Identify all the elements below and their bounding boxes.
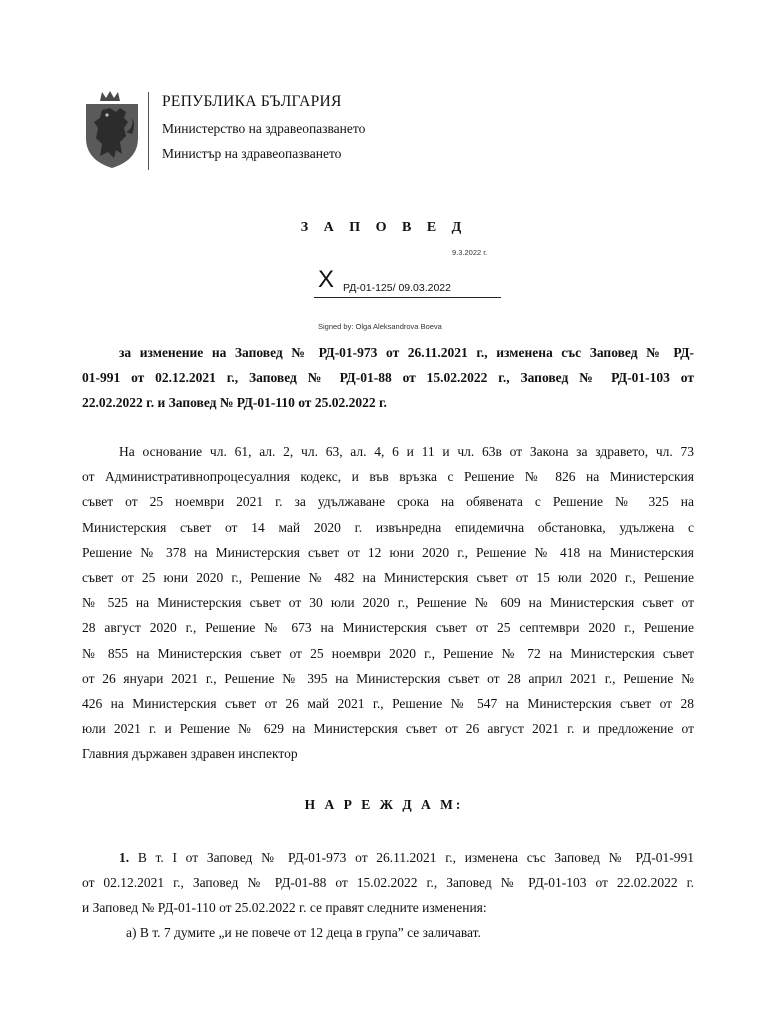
signature-line [314,297,501,298]
basis-line: На основание чл. 61, ал. 2, чл. 63, ал. 4, 6 и 11 и чл. 63в от Закона за здравето, чл. 73 [119,444,694,459]
order-heading: Н А Р Е Ж Д А М: [304,797,464,812]
order-subject [82,340,694,416]
order-item-1a: а) В т. 7 думите „и не повече от 12 деца в група” се заличават. [126,925,481,940]
order-number: РД-01-125/ 09.03.2022 [343,282,451,294]
subject-line: 01-991 от 02.12.2021 г., Заповед № РД-01-88 от 15.02.2022 г., Заповед № РД-01-103 от [82,370,694,386]
signature-date: 9.3.2022 г. [452,248,488,257]
basis-line: № 855 на Министерския съвет от 25 ноември 2020 г., Решение № 72 на Министерския съвет [82,645,694,661]
basis-line: 28 август 2020 г., Решение № 673 на Министерския съвет от 25 септември 2020 г., Решение [82,620,694,636]
item-text: В т. I от Заповед № РД-01-973 от 26.11.2021 г., изменена със Заповед № РД-01-991 [129,850,694,865]
item-line: от 02.12.2021 г., Заповед № РД-01-88 от 15.02.2022 г., Заповед № РД-01-103 от 22.02.2022 г. [82,875,694,891]
signed-by: Signed by: Olga Aleksandrova Boeva [318,322,442,331]
signature-mark: X [318,266,335,293]
basis-line: съвет от 25 ноември 2021 г. за удължаване срока на обявената с Решение № 325 на [82,494,694,510]
basis-line: Главния държавен здравен инспектор [82,746,298,762]
minister-title: Министър на здравеопазването [162,146,342,161]
legal-basis [82,439,694,767]
coat-of-arms-lion-icon [80,88,144,170]
order-item-1 [82,845,694,921]
ministry-name: Министерство на здравеопазването [162,121,366,136]
basis-line: № 525 на Министерския съвет от 30 юли 2020 г., Решение № 609 на Министерския съвет от [82,595,694,611]
basis-line: от 26 януари 2021 г., Решение № 395 на Министерския съвет от 28 април 2021 г., Решение № [82,670,694,686]
item-line [82,845,694,870]
basis-line: Министерския съвет от 14 май 2020 г. извънредна епидемична обстановка, удължена с [82,519,694,535]
subject-line: 22.02.2022 г. и Заповед № РД-01-110 от 25.02.2022 г. [82,395,387,411]
subject-line: за изменение на Заповед № РД-01-973 от 26.11.2021 г., изменена със Заповед № РД- [119,345,694,360]
item-line: и Заповед № РД-01-110 от 25.02.2022 г. се правят следните изменения: [82,900,487,916]
basis-line: Решение № 378 на Министерския съвет от 12 юни 2020 г., Решение № 418 на Министерския [82,544,694,560]
basis-line: юли 2021 г. и Решение № 629 на Министерския съвет от 26 август 2021 г. и предложение от [82,721,694,737]
basis-line: 426 на Министерския съвет от 26 май 2021 г., Решение № 547 на Министерския съвет от 28 [82,696,694,712]
item-number: 1. [119,850,130,865]
basis-line: от Административнопроцесуалния кодекс, и във връзка с Решение № 826 на Министерския [82,469,694,485]
document-title: З А П О В Е Д [300,220,468,235]
header-divider [148,92,149,170]
basis-line: съвет от 25 юни 2020 г., Решение № 482 на Министерския съвет от 15 юли 2020 г., Решение [82,570,694,586]
republic-name: РЕПУБЛИКА БЪЛГАРИЯ [162,93,342,110]
